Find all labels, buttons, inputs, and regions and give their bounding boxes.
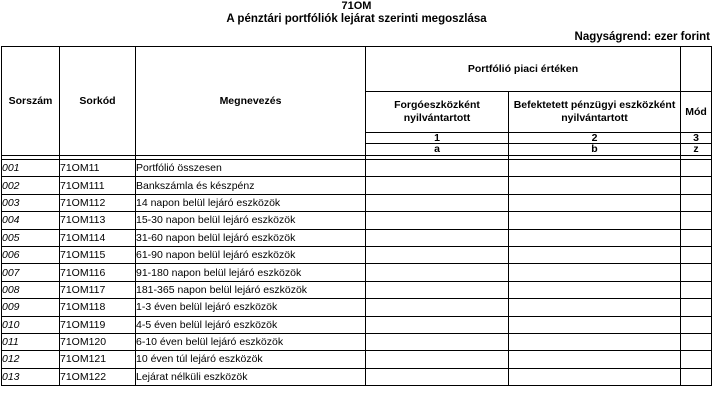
row-index: 009 [2,299,60,316]
table-row [2,212,712,229]
table-header [2,47,712,156]
row-value-b[interactable] [509,333,681,350]
row-code: 71OM114 [60,229,136,246]
table-row [2,229,712,246]
unit-note: Nagyságrend: ezer forint [574,31,710,43]
row-value-a[interactable] [366,281,509,298]
row-value-b[interactable] [509,351,681,368]
row-index: 010 [2,316,60,333]
row-name: 10 éven túl lejáró eszközök [136,351,366,368]
table-row [2,160,712,177]
header-col-mod: Mód [681,92,712,133]
table-row [2,194,712,211]
row-value-mod[interactable] [681,264,712,281]
row-name: 61-90 napon belül lejáró eszközök [136,246,366,263]
header-col-a: Forgóeszközként nyilvántartott [366,92,509,133]
row-value-b[interactable] [509,160,681,177]
row-value-mod[interactable] [681,194,712,211]
header-let-b: b [509,144,681,156]
form-code: 71OM [341,0,372,12]
row-code: 71OM113 [60,212,136,229]
row-value-mod[interactable] [681,316,712,333]
header-index: Sorszám [2,47,60,156]
row-name: Lejárat nélküli eszközök [136,368,366,385]
row-name: 31-60 napon belül lejáró eszközök [136,229,366,246]
row-value-mod[interactable] [681,177,712,194]
table-row [2,316,712,333]
row-index: 003 [2,194,60,211]
header-name: Megnevezés [136,47,366,156]
table-row [2,333,712,350]
row-index: 005 [2,229,60,246]
row-value-mod[interactable] [681,212,712,229]
row-value-a[interactable] [366,333,509,350]
row-name: 91-180 napon belül lejáró eszközök [136,264,366,281]
row-name: 6-10 éven belül lejáró eszközök [136,333,366,350]
row-name: 14 napon belül lejáró eszközök [136,194,366,211]
header-num-a: 1 [366,133,509,144]
row-value-a[interactable] [366,264,509,281]
row-value-a[interactable] [366,194,509,211]
row-value-a[interactable] [366,316,509,333]
row-value-b[interactable] [509,212,681,229]
row-value-b[interactable] [509,368,681,385]
row-value-mod[interactable] [681,299,712,316]
row-value-mod[interactable] [681,351,712,368]
header-let-mod: z [681,144,712,156]
row-code: 71OM118 [60,299,136,316]
row-value-a[interactable] [366,160,509,177]
row-value-a[interactable] [366,351,509,368]
row-code: 71OM112 [60,194,136,211]
header-code: Sorkód [60,47,136,156]
header-let-a: a [366,144,509,156]
table-row [2,177,712,194]
table-row [2,246,712,263]
row-name: Portfólió összesen [136,160,366,177]
row-code: 71OM117 [60,281,136,298]
row-index: 011 [2,333,60,350]
page-title: A pénztári portfóliók lejárat szerinti megoszlása [226,13,487,25]
header-col-b: Befektetett pénzügyi eszközként nyilvántartott [509,92,681,133]
row-value-b[interactable] [509,177,681,194]
row-index: 013 [2,368,60,385]
row-value-b[interactable] [509,299,681,316]
row-name: 181-365 napon belül lejáró eszközök [136,281,366,298]
row-value-b[interactable] [509,246,681,263]
row-name: 15-30 napon belül lejáró eszközök [136,212,366,229]
row-value-mod[interactable] [681,281,712,298]
table-row [2,351,712,368]
row-code: 71OM111 [60,177,136,194]
row-value-a[interactable] [366,177,509,194]
row-value-a[interactable] [366,246,509,263]
row-index: 008 [2,281,60,298]
row-index: 007 [2,264,60,281]
row-index: 012 [2,351,60,368]
row-value-a[interactable] [366,212,509,229]
row-index: 006 [2,246,60,263]
row-value-b[interactable] [509,264,681,281]
row-name: 4-5 éven belül lejáró eszközök [136,316,366,333]
row-index: 004 [2,212,60,229]
table-body [2,160,712,386]
row-code: 71OM120 [60,333,136,350]
header-group: Portfólió piaci értéken [366,47,681,92]
row-value-a[interactable] [366,229,509,246]
row-index: 002 [2,177,60,194]
row-value-mod[interactable] [681,333,712,350]
row-value-mod[interactable] [681,229,712,246]
row-value-a[interactable] [366,299,509,316]
row-value-mod[interactable] [681,368,712,385]
row-code: 71OM11 [60,160,136,177]
row-value-mod[interactable] [681,160,712,177]
header-group-blank [681,47,712,92]
row-name: 1-3 éven belül lejáró eszközök [136,299,366,316]
row-index: 001 [2,160,60,177]
row-code: 71OM116 [60,264,136,281]
row-value-b[interactable] [509,316,681,333]
row-value-b[interactable] [509,229,681,246]
row-value-a[interactable] [366,368,509,385]
table-row [2,264,712,281]
header-num-b: 2 [509,133,681,144]
portfolio-table [1,46,712,386]
row-value-mod[interactable] [681,246,712,263]
row-value-b[interactable] [509,194,681,211]
table-row [2,281,712,298]
row-code: 71OM121 [60,351,136,368]
row-code: 71OM119 [60,316,136,333]
table-row [2,368,712,385]
table-row [2,299,712,316]
row-code: 71OM122 [60,368,136,385]
header-num-mod: 3 [681,133,712,144]
row-value-b[interactable] [509,281,681,298]
row-name: Bankszámla és készpénz [136,177,366,194]
row-code: 71OM115 [60,246,136,263]
